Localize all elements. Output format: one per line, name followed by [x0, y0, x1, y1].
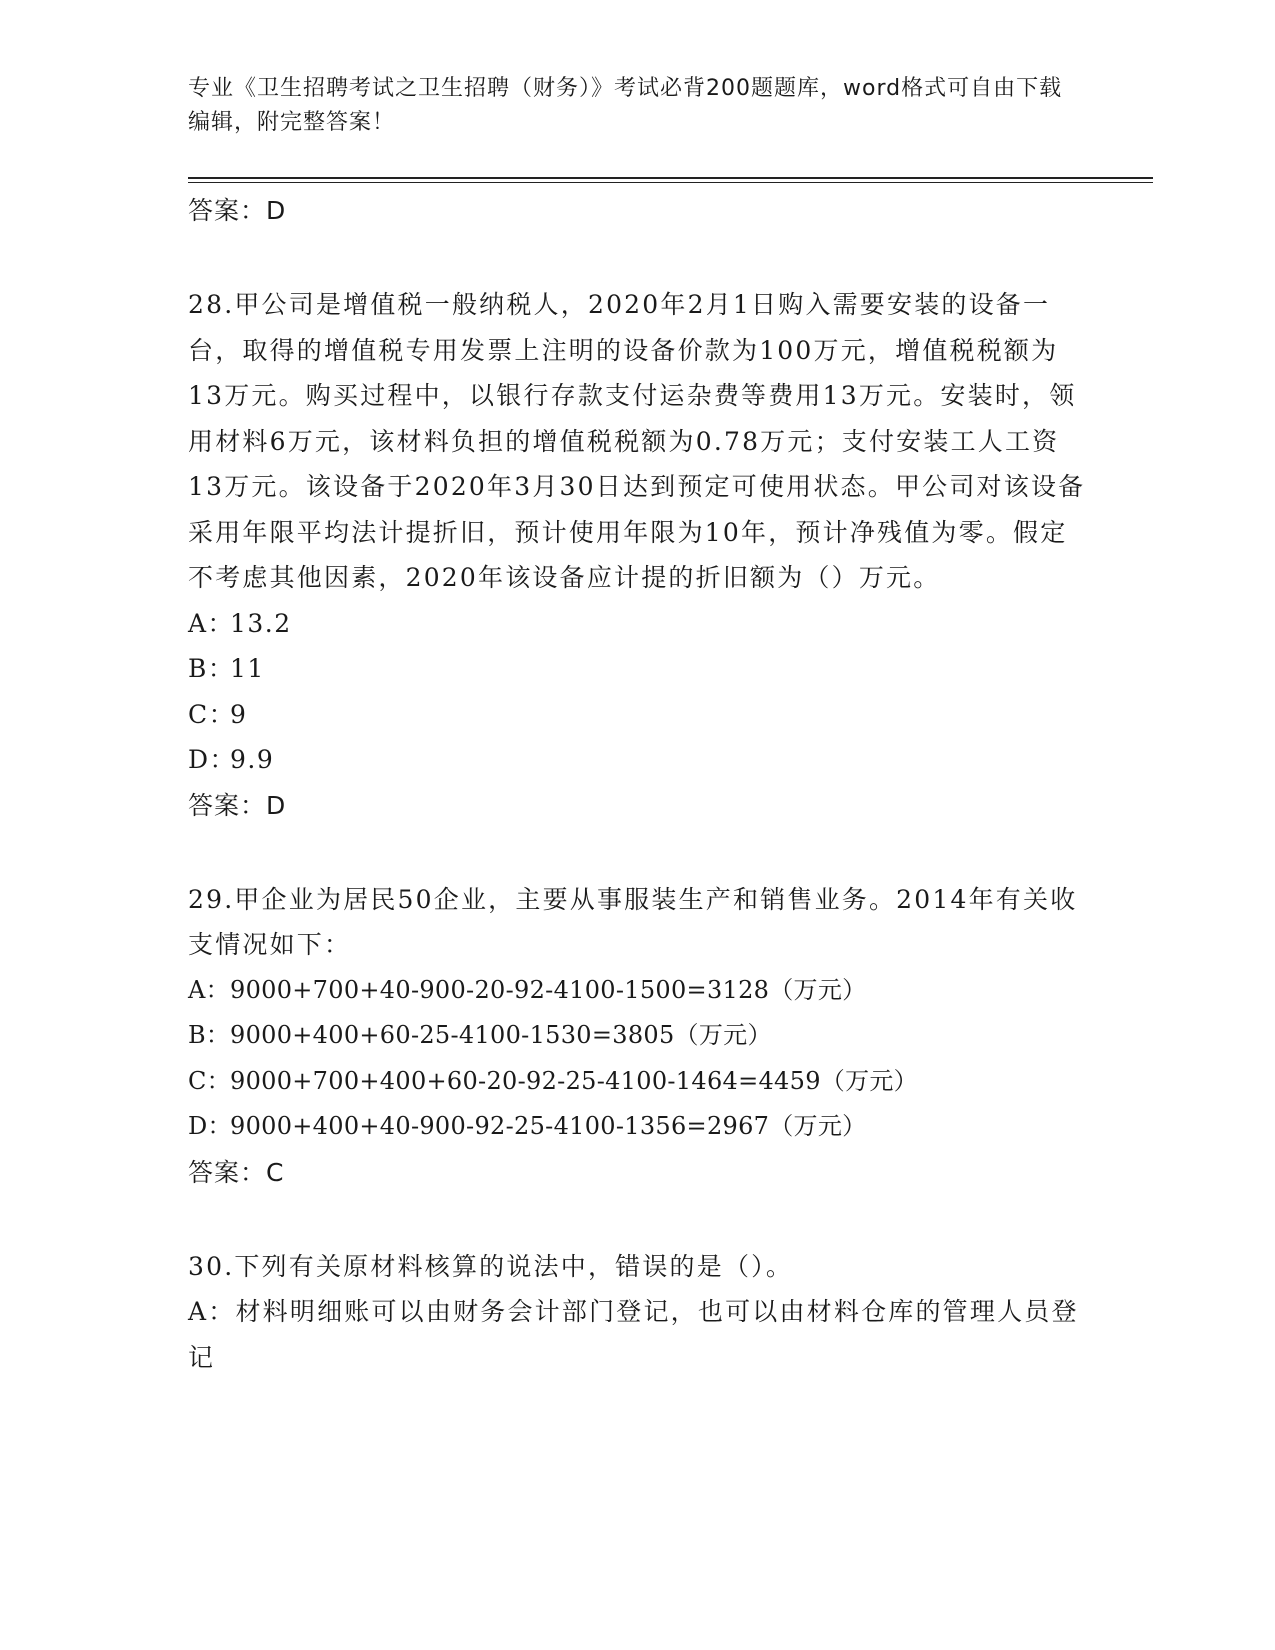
option-key: B： — [188, 1021, 231, 1049]
option-b — [188, 646, 1088, 692]
option-c — [188, 1059, 1088, 1105]
option-key: A： — [188, 975, 230, 1004]
question-stem: 29.甲企业为居民50企业，主要从事服装生产和销售业务。2014年有关收支情况如下： — [188, 884, 1078, 959]
option-key: C： — [188, 1066, 231, 1095]
question-30 — [188, 1244, 1088, 1381]
header-rule — [188, 177, 1153, 179]
option-text: 9000+700+400+60-20-92-25-4100-1464=4459（万元） — [230, 1066, 918, 1095]
question-stem: 28.甲公司是增值税一般纳税人，2020年2月1日购入需要安装的设备一台，取得的增值税专用发票上注明的设备价款为100万元，增值税税额为13万元。购买过程中，以银行存款支付运杂费等费用13万元。安装时，领用材料6万元，该材料负担的增值税税额为0.78万元；支付安装工人工资13万元。该设备于2020年3月30日达到预定可使用状态。甲公司对该设备采用年限平均法计提折旧，预计使用年限为10年，预计净残值为零。假定不考虑其他因素，2020年该设备应计提的折旧额为（）万元。 — [188, 290, 1086, 592]
option-key: D： — [188, 1112, 232, 1140]
option-a — [188, 1289, 1088, 1380]
option-d — [188, 1104, 1088, 1150]
answer-line: 答案：D — [188, 790, 287, 820]
option-a — [188, 601, 1088, 647]
option-text: 材料明细账可以由财务会计部门登记，也可以由材料仓库的管理人员登记 — [188, 1297, 1079, 1372]
option-text: 13.2 — [230, 608, 292, 638]
option-c — [188, 692, 1088, 738]
option-key: C： — [188, 699, 236, 729]
option-text: 9000+400+40-900-92-25-4100-1356=2967（万元） — [230, 1112, 867, 1140]
header-rule-thin — [188, 182, 1153, 183]
option-a — [188, 968, 1088, 1014]
option-text: 9.9 — [230, 745, 275, 774]
document-body — [188, 188, 1088, 1380]
answer-line: 答案：C — [188, 1157, 285, 1187]
option-text: 9000+400+60-25-4100-1530=3805（万元） — [230, 1021, 772, 1049]
page-header: 专业《卫生招聘考试之卫生招聘（财务）》考试必背200题题库，word格式可自由下载编辑，附完整答案！ — [188, 76, 1063, 135]
previous-answer: 答案：D — [188, 196, 287, 225]
option-text: 9 — [230, 699, 248, 729]
option-key: A： — [188, 1297, 236, 1326]
question-29 — [188, 877, 1088, 1196]
option-text: 9000+700+40-900-20-92-4100-1500=3128（万元） — [230, 975, 867, 1004]
option-key: B： — [188, 654, 235, 683]
option-key: A： — [188, 608, 235, 638]
question-28 — [188, 282, 1088, 829]
question-stem: 30.下列有关原材料核算的说法中，错误的是（）。 — [188, 1251, 794, 1281]
option-b — [188, 1013, 1088, 1059]
option-d — [188, 737, 1088, 783]
option-key: D： — [188, 745, 237, 774]
option-text: 11 — [230, 654, 265, 683]
